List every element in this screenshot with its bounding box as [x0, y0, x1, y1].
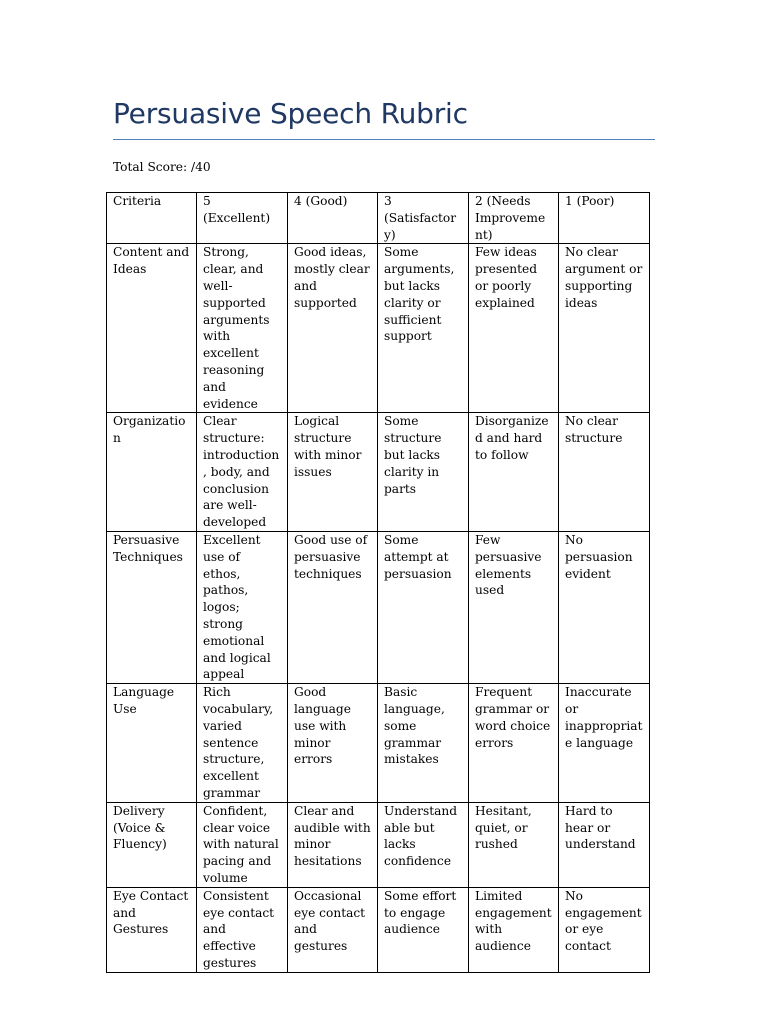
score-3-cell: Understandable but lacks confidence: [378, 802, 469, 887]
rubric-table: [106, 192, 650, 973]
header-good: 4 (Good): [288, 193, 378, 244]
criteria-cell: Delivery (Voice & Fluency): [107, 802, 197, 887]
criteria-cell: Organization: [107, 413, 197, 532]
score-1-cell: No clear structure: [559, 413, 650, 532]
score-4-cell: Clear and audible with minor hesitations: [288, 802, 378, 887]
score-3-cell: Some attempt at persuasion: [378, 531, 469, 683]
score-3-cell: Some effort to engage audience: [378, 887, 469, 972]
criteria-cell: Language Use: [107, 684, 197, 803]
score-1-cell: No persuasion evident: [559, 531, 650, 683]
score-2-cell: Limited engagement with audience: [469, 887, 559, 972]
score-1-cell: Hard to hear or understand: [559, 802, 650, 887]
score-2-cell: Few ideas presented or poorly explained: [469, 244, 559, 413]
score-3-cell: Some arguments, but lacks clarity or sufficient support: [378, 244, 469, 413]
score-3-cell: Basic language, some grammar mistakes: [378, 684, 469, 803]
score-1-cell: No engagement or eye contact: [559, 887, 650, 972]
table-row: [107, 802, 650, 887]
score-4-cell: Good language use with minor errors: [288, 684, 378, 803]
header-satisfactory: 3 (Satisfactory): [378, 193, 469, 244]
score-5-cell: Clear structure: introduction, body, and conclusion are well-developed: [197, 413, 288, 532]
header-needs-improvement: 2 (Needs Improvement): [469, 193, 559, 244]
header-poor: 1 (Poor): [559, 193, 650, 244]
score-4-cell: Good ideas, mostly clear and supported: [288, 244, 378, 413]
score-1-cell: Inaccurate or inappropriate language: [559, 684, 650, 803]
score-1-cell: No clear argument or supporting ideas: [559, 244, 650, 413]
title-underline: [113, 139, 655, 140]
header-criteria: Criteria: [107, 193, 197, 244]
score-5-cell: Rich vocabulary, varied sentence structure, excellent grammar: [197, 684, 288, 803]
criteria-cell: Persuasive Techniques: [107, 531, 197, 683]
table-row: [107, 531, 650, 683]
score-5-cell: Consistent eye contact and effective gestures: [197, 887, 288, 972]
score-4-cell: Good use of persuasive techniques: [288, 531, 378, 683]
table-row: [107, 244, 650, 413]
score-4-cell: Occasional eye contact and gestures: [288, 887, 378, 972]
score-3-cell: Some structure but lacks clarity in parts: [378, 413, 469, 532]
table-row: [107, 413, 650, 532]
score-5-cell: Strong, clear, and well-supported arguments with excellent reasoning and evidence: [197, 244, 288, 413]
score-2-cell: Disorganized and hard to follow: [469, 413, 559, 532]
table-header-row: [107, 193, 650, 244]
score-2-cell: Hesitant, quiet, or rushed: [469, 802, 559, 887]
table-row: [107, 684, 650, 803]
criteria-cell: Content and Ideas: [107, 244, 197, 413]
score-5-cell: Confident, clear voice with natural pacing and volume: [197, 802, 288, 887]
table-row: [107, 887, 650, 972]
page-title: Persuasive Speech Rubric: [113, 97, 468, 130]
total-score-text: Total Score: /40: [113, 160, 211, 174]
criteria-cell: Eye Contact and Gestures: [107, 887, 197, 972]
header-excellent: 5 (Excellent): [197, 193, 288, 244]
score-2-cell: Frequent grammar or word choice errors: [469, 684, 559, 803]
score-2-cell: Few persuasive elements used: [469, 531, 559, 683]
score-5-cell: Excellent use of ethos, pathos, logos; strong emotional and logical appeal: [197, 531, 288, 683]
score-4-cell: Logical structure with minor issues: [288, 413, 378, 532]
